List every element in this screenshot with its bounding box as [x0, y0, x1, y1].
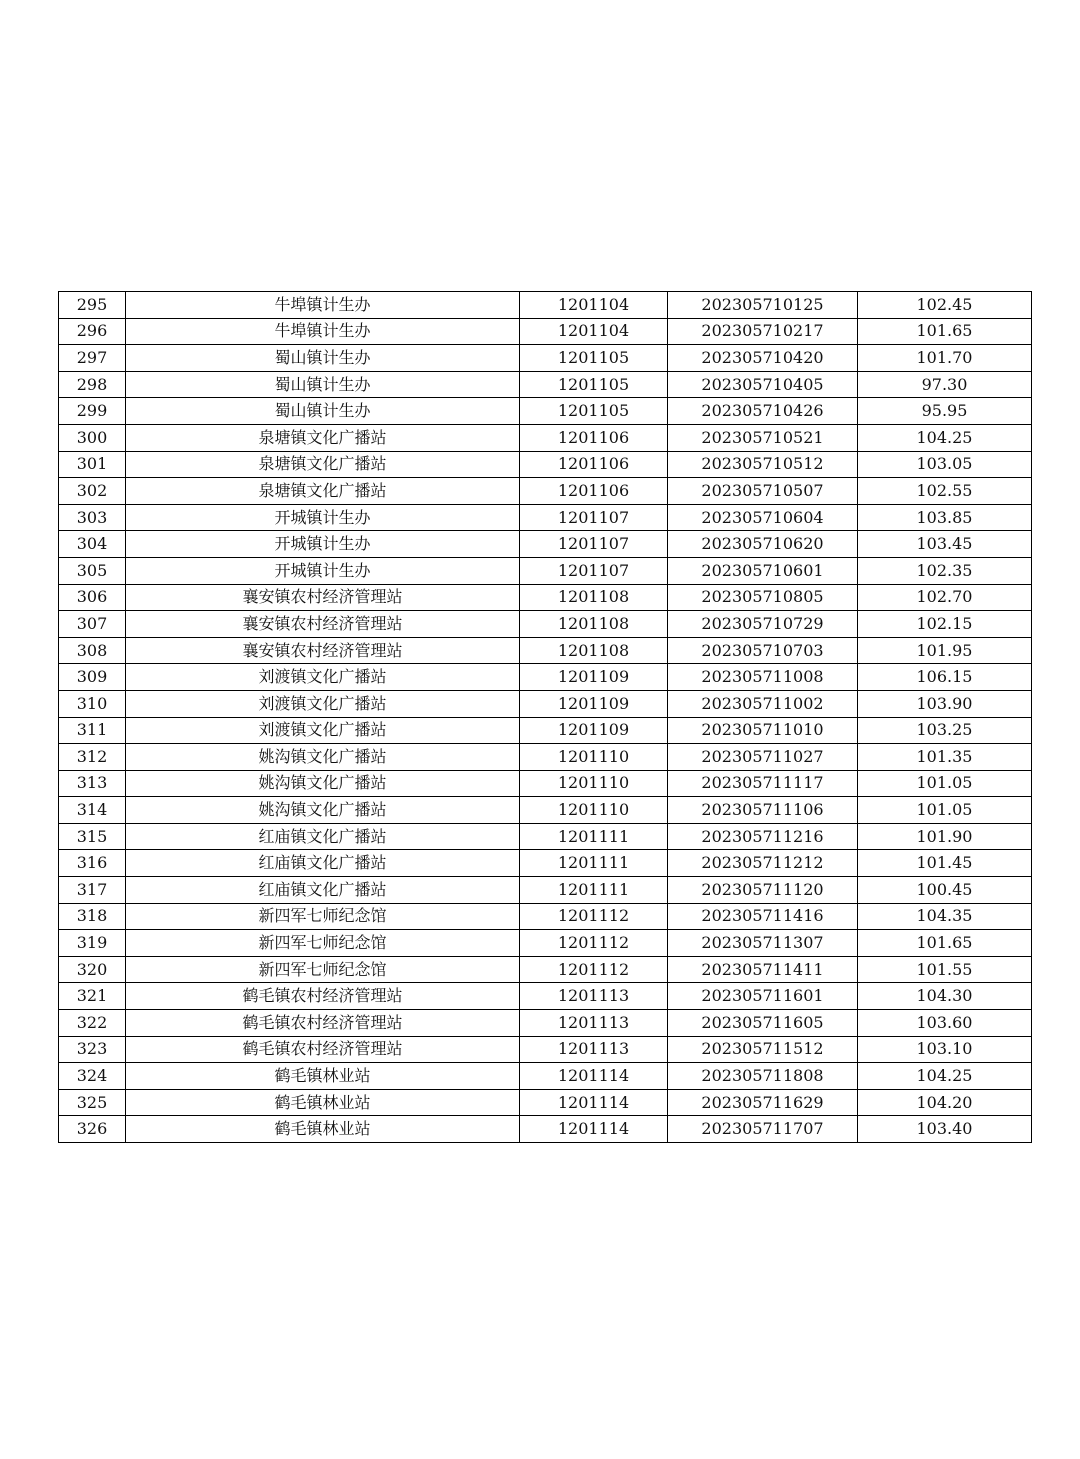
admission-ticket-cell: 202305710729	[668, 611, 858, 638]
position-code-cell: 1201109	[520, 664, 668, 691]
row-number-cell: 321	[59, 983, 126, 1010]
row-number-cell: 297	[59, 345, 126, 372]
admission-ticket-cell: 202305710405	[668, 371, 858, 398]
employer-unit-cell: 襄安镇农村经济管理站	[126, 584, 520, 611]
table-row	[59, 717, 1032, 744]
admission-ticket-cell: 202305711411	[668, 956, 858, 983]
position-code-cell: 1201114	[520, 1063, 668, 1090]
score-cell: 102.70	[858, 584, 1032, 611]
score-cell: 103.05	[858, 451, 1032, 478]
table-row	[59, 850, 1032, 877]
position-code-cell: 1201108	[520, 611, 668, 638]
score-cell: 97.30	[858, 371, 1032, 398]
employer-unit-cell: 姚沟镇文化广播站	[126, 744, 520, 771]
employer-unit-cell: 开城镇计生办	[126, 531, 520, 558]
table-row	[59, 611, 1032, 638]
employer-unit-cell: 新四军七师纪念馆	[126, 903, 520, 930]
admission-ticket-cell: 202305711216	[668, 823, 858, 850]
row-number-cell: 306	[59, 584, 126, 611]
table-row	[59, 292, 1032, 319]
table-row	[59, 903, 1032, 930]
results-table-body	[59, 292, 1032, 1143]
position-code-cell: 1201107	[520, 531, 668, 558]
admission-ticket-cell: 202305711010	[668, 717, 858, 744]
table-row	[59, 1010, 1032, 1037]
employer-unit-cell: 刘渡镇文化广播站	[126, 664, 520, 691]
employer-unit-cell: 新四军七师纪念馆	[126, 956, 520, 983]
score-cell: 104.25	[858, 1063, 1032, 1090]
score-cell: 103.40	[858, 1116, 1032, 1143]
score-cell: 103.85	[858, 504, 1032, 531]
admission-ticket-cell: 202305710426	[668, 398, 858, 425]
table-row	[59, 1116, 1032, 1143]
table-row	[59, 1063, 1032, 1090]
position-code-cell: 1201113	[520, 1010, 668, 1037]
score-cell: 100.45	[858, 877, 1032, 904]
employer-unit-cell: 泉塘镇文化广播站	[126, 478, 520, 505]
score-cell: 95.95	[858, 398, 1032, 425]
score-cell: 103.60	[858, 1010, 1032, 1037]
score-cell: 102.15	[858, 611, 1032, 638]
admission-ticket-cell: 202305711707	[668, 1116, 858, 1143]
employer-unit-cell: 鹤毛镇农村经济管理站	[126, 983, 520, 1010]
position-code-cell: 1201112	[520, 930, 668, 957]
position-code-cell: 1201105	[520, 345, 668, 372]
table-row	[59, 1089, 1032, 1116]
row-number-cell: 303	[59, 504, 126, 531]
employer-unit-cell: 红庙镇文化广播站	[126, 823, 520, 850]
position-code-cell: 1201108	[520, 637, 668, 664]
score-cell: 104.30	[858, 983, 1032, 1010]
position-code-cell: 1201106	[520, 451, 668, 478]
employer-unit-cell: 开城镇计生办	[126, 504, 520, 531]
employer-unit-cell: 鹤毛镇林业站	[126, 1116, 520, 1143]
employer-unit-cell: 蜀山镇计生办	[126, 398, 520, 425]
position-code-cell: 1201112	[520, 956, 668, 983]
admission-ticket-cell: 202305710805	[668, 584, 858, 611]
admission-ticket-cell: 202305711629	[668, 1089, 858, 1116]
row-number-cell: 296	[59, 318, 126, 345]
row-number-cell: 322	[59, 1010, 126, 1037]
table-row	[59, 318, 1032, 345]
row-number-cell: 315	[59, 823, 126, 850]
score-cell: 101.95	[858, 637, 1032, 664]
score-cell: 101.70	[858, 345, 1032, 372]
position-code-cell: 1201114	[520, 1089, 668, 1116]
position-code-cell: 1201111	[520, 850, 668, 877]
employer-unit-cell: 新四军七师纪念馆	[126, 930, 520, 957]
table-row	[59, 797, 1032, 824]
admission-ticket-cell: 202305711117	[668, 770, 858, 797]
position-code-cell: 1201105	[520, 371, 668, 398]
row-number-cell: 311	[59, 717, 126, 744]
score-cell: 103.10	[858, 1036, 1032, 1063]
position-code-cell: 1201109	[520, 717, 668, 744]
table-row	[59, 770, 1032, 797]
table-row	[59, 424, 1032, 451]
admission-ticket-cell: 202305710604	[668, 504, 858, 531]
employer-unit-cell: 牛埠镇计生办	[126, 318, 520, 345]
position-code-cell: 1201113	[520, 1036, 668, 1063]
position-code-cell: 1201113	[520, 983, 668, 1010]
score-cell: 106.15	[858, 664, 1032, 691]
position-code-cell: 1201109	[520, 690, 668, 717]
score-cell: 101.65	[858, 930, 1032, 957]
row-number-cell: 308	[59, 637, 126, 664]
row-number-cell: 312	[59, 744, 126, 771]
admission-ticket-cell: 202305711120	[668, 877, 858, 904]
employer-unit-cell: 泉塘镇文化广播站	[126, 451, 520, 478]
row-number-cell: 307	[59, 611, 126, 638]
table-row	[59, 956, 1032, 983]
table-row	[59, 664, 1032, 691]
position-code-cell: 1201106	[520, 424, 668, 451]
table-row	[59, 744, 1032, 771]
row-number-cell: 319	[59, 930, 126, 957]
employer-unit-cell: 姚沟镇文化广播站	[126, 797, 520, 824]
employer-unit-cell: 蜀山镇计生办	[126, 371, 520, 398]
results-table	[58, 291, 1032, 1143]
table-row	[59, 371, 1032, 398]
row-number-cell: 317	[59, 877, 126, 904]
row-number-cell: 325	[59, 1089, 126, 1116]
admission-ticket-cell: 202305711808	[668, 1063, 858, 1090]
admission-ticket-cell: 202305710217	[668, 318, 858, 345]
employer-unit-cell: 鹤毛镇农村经济管理站	[126, 1010, 520, 1037]
row-number-cell: 320	[59, 956, 126, 983]
row-number-cell: 316	[59, 850, 126, 877]
position-code-cell: 1201110	[520, 770, 668, 797]
employer-unit-cell: 蜀山镇计生办	[126, 345, 520, 372]
score-cell: 103.25	[858, 717, 1032, 744]
row-number-cell: 305	[59, 557, 126, 584]
admission-ticket-cell: 202305710620	[668, 531, 858, 558]
table-row	[59, 983, 1032, 1010]
admission-ticket-cell: 202305711106	[668, 797, 858, 824]
score-cell: 102.45	[858, 292, 1032, 319]
score-cell: 102.55	[858, 478, 1032, 505]
employer-unit-cell: 红庙镇文化广播站	[126, 850, 520, 877]
position-code-cell: 1201104	[520, 318, 668, 345]
admission-ticket-cell: 202305711307	[668, 930, 858, 957]
position-code-cell: 1201107	[520, 504, 668, 531]
table-row	[59, 637, 1032, 664]
admission-ticket-cell: 202305710703	[668, 637, 858, 664]
row-number-cell: 298	[59, 371, 126, 398]
employer-unit-cell: 襄安镇农村经济管理站	[126, 637, 520, 664]
row-number-cell: 302	[59, 478, 126, 505]
row-number-cell: 324	[59, 1063, 126, 1090]
score-cell: 101.35	[858, 744, 1032, 771]
score-cell: 101.05	[858, 797, 1032, 824]
position-code-cell: 1201108	[520, 584, 668, 611]
employer-unit-cell: 鹤毛镇农村经济管理站	[126, 1036, 520, 1063]
employer-unit-cell: 鹤毛镇林业站	[126, 1089, 520, 1116]
score-cell: 101.05	[858, 770, 1032, 797]
admission-ticket-cell: 202305711008	[668, 664, 858, 691]
admission-ticket-cell: 202305710507	[668, 478, 858, 505]
position-code-cell: 1201111	[520, 877, 668, 904]
row-number-cell: 304	[59, 531, 126, 558]
table-row	[59, 930, 1032, 957]
table-row	[59, 557, 1032, 584]
table-row	[59, 877, 1032, 904]
table-row	[59, 451, 1032, 478]
row-number-cell: 310	[59, 690, 126, 717]
score-cell: 101.90	[858, 823, 1032, 850]
score-cell: 103.45	[858, 531, 1032, 558]
admission-ticket-cell: 202305711212	[668, 850, 858, 877]
table-row	[59, 1036, 1032, 1063]
admission-ticket-cell: 202305710512	[668, 451, 858, 478]
employer-unit-cell: 鹤毛镇林业站	[126, 1063, 520, 1090]
admission-ticket-cell: 202305710125	[668, 292, 858, 319]
admission-ticket-cell: 202305710420	[668, 345, 858, 372]
row-number-cell: 314	[59, 797, 126, 824]
employer-unit-cell: 襄安镇农村经济管理站	[126, 611, 520, 638]
position-code-cell: 1201111	[520, 823, 668, 850]
row-number-cell: 318	[59, 903, 126, 930]
table-row	[59, 478, 1032, 505]
position-code-cell: 1201112	[520, 903, 668, 930]
table-row	[59, 504, 1032, 531]
admission-ticket-cell: 202305710601	[668, 557, 858, 584]
employer-unit-cell: 开城镇计生办	[126, 557, 520, 584]
position-code-cell: 1201106	[520, 478, 668, 505]
table-row	[59, 531, 1032, 558]
row-number-cell: 323	[59, 1036, 126, 1063]
table-row	[59, 584, 1032, 611]
admission-ticket-cell: 202305711002	[668, 690, 858, 717]
score-cell: 101.65	[858, 318, 1032, 345]
position-code-cell: 1201110	[520, 744, 668, 771]
position-code-cell: 1201105	[520, 398, 668, 425]
position-code-cell: 1201107	[520, 557, 668, 584]
employer-unit-cell: 姚沟镇文化广播站	[126, 770, 520, 797]
position-code-cell: 1201110	[520, 797, 668, 824]
employer-unit-cell: 刘渡镇文化广播站	[126, 690, 520, 717]
employer-unit-cell: 刘渡镇文化广播站	[126, 717, 520, 744]
score-cell: 104.20	[858, 1089, 1032, 1116]
admission-ticket-cell: 202305710521	[668, 424, 858, 451]
admission-ticket-cell: 202305711027	[668, 744, 858, 771]
admission-ticket-cell: 202305711416	[668, 903, 858, 930]
table-row	[59, 690, 1032, 717]
admission-ticket-cell: 202305711605	[668, 1010, 858, 1037]
row-number-cell: 299	[59, 398, 126, 425]
admission-ticket-cell: 202305711601	[668, 983, 858, 1010]
score-cell: 104.35	[858, 903, 1032, 930]
employer-unit-cell: 牛埠镇计生办	[126, 292, 520, 319]
row-number-cell: 313	[59, 770, 126, 797]
position-code-cell: 1201104	[520, 292, 668, 319]
table-row	[59, 823, 1032, 850]
employer-unit-cell: 泉塘镇文化广播站	[126, 424, 520, 451]
position-code-cell: 1201114	[520, 1116, 668, 1143]
employer-unit-cell: 红庙镇文化广播站	[126, 877, 520, 904]
score-cell: 101.45	[858, 850, 1032, 877]
row-number-cell: 326	[59, 1116, 126, 1143]
admission-ticket-cell: 202305711512	[668, 1036, 858, 1063]
score-cell: 101.55	[858, 956, 1032, 983]
row-number-cell: 295	[59, 292, 126, 319]
table-row	[59, 398, 1032, 425]
row-number-cell: 301	[59, 451, 126, 478]
score-cell: 104.25	[858, 424, 1032, 451]
row-number-cell: 300	[59, 424, 126, 451]
score-cell: 102.35	[858, 557, 1032, 584]
score-cell: 103.90	[858, 690, 1032, 717]
table-row	[59, 345, 1032, 372]
row-number-cell: 309	[59, 664, 126, 691]
